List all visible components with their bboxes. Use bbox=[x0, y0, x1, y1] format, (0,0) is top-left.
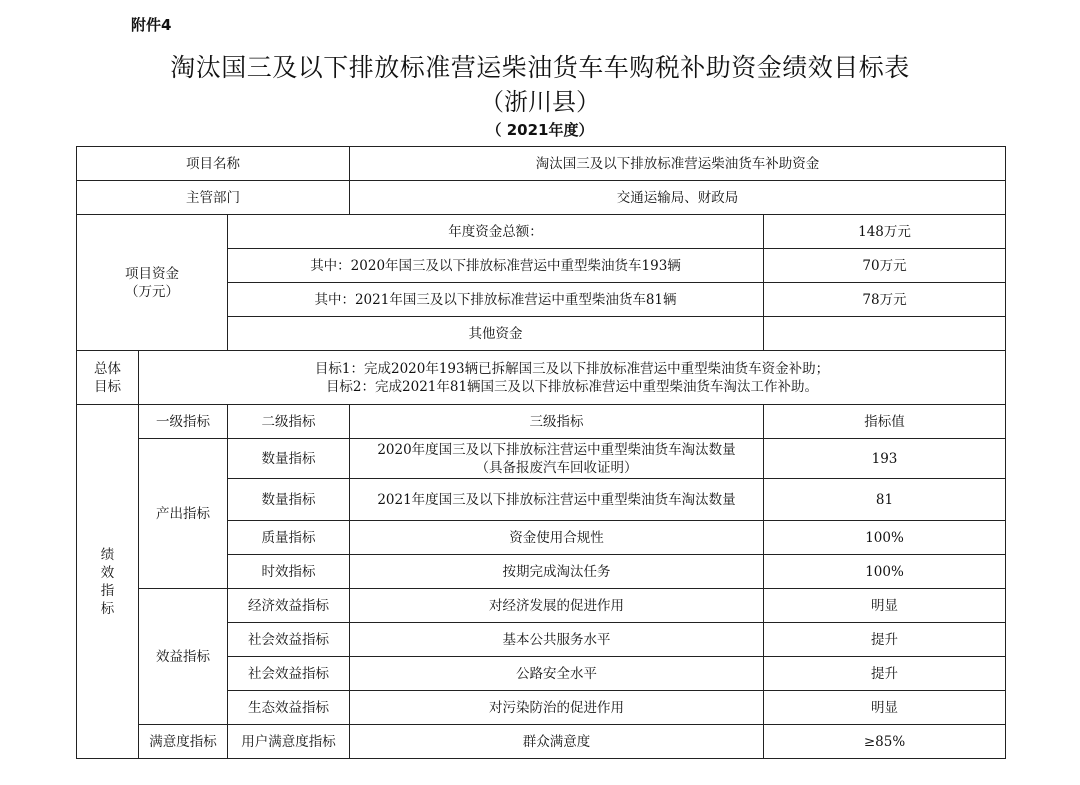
level2-cell: 数量指标 bbox=[228, 479, 350, 521]
overall-goal-content bbox=[139, 351, 1006, 405]
document-title: 淘汰国三及以下排放标准营运柴油货车车购税补助资金绩效目标表 bbox=[170, 53, 910, 82]
indicator-header-row bbox=[77, 405, 1006, 439]
value-cell: ≥85% bbox=[764, 725, 1006, 759]
county-subtitle: （浙川县） bbox=[480, 88, 600, 116]
value-cell: 193 bbox=[764, 439, 1006, 479]
department-row bbox=[77, 181, 1006, 215]
level2-cell: 质量指标 bbox=[228, 521, 350, 555]
level3-cell bbox=[350, 439, 764, 479]
funds-other-label: 其他资金 bbox=[228, 317, 764, 351]
level2-cell: 时效指标 bbox=[228, 555, 350, 589]
overall-goal-row bbox=[77, 351, 1006, 405]
overall-goal-label bbox=[77, 351, 139, 405]
header-level1: 一级指标 bbox=[139, 405, 228, 439]
project-name-row bbox=[77, 147, 1006, 181]
level2-cell: 社会效益指标 bbox=[228, 623, 350, 657]
value-cell: 明显 bbox=[764, 691, 1006, 725]
funds-other-amount bbox=[764, 317, 1006, 351]
level3-cell: 2021年度国三及以下排放标注营运中重型柴油货车淘汰数量 bbox=[350, 479, 764, 521]
perf-char: 绩 bbox=[100, 546, 115, 563]
level3-cell: 对经济发展的促进作用 bbox=[350, 589, 764, 623]
funds-label-text: 项目资金 bbox=[125, 265, 179, 282]
attachment-label: 附件4 bbox=[131, 16, 172, 34]
year-label: （ 2021年度） bbox=[486, 121, 594, 139]
performance-target-table bbox=[76, 146, 1006, 759]
level3-cell: 基本公共服务水平 bbox=[350, 623, 764, 657]
level3-cell: 对污染防治的促进作用 bbox=[350, 691, 764, 725]
funds-2020-label: 其中：2020年国三及以下排放标准营运中重型柴油货车193辆 bbox=[228, 249, 764, 283]
level2-cell: 经济效益指标 bbox=[228, 589, 350, 623]
level3-cell: 资金使用合规性 bbox=[350, 521, 764, 555]
level3-cell: 公路安全水平 bbox=[350, 657, 764, 691]
perf-char: 标 bbox=[100, 600, 115, 617]
value-cell: 100% bbox=[764, 555, 1006, 589]
funds-unit: （万元） bbox=[125, 283, 179, 300]
overall-goal-label-line2: 目标 bbox=[94, 378, 121, 395]
funds-row bbox=[77, 215, 1006, 249]
department-label: 主管部门 bbox=[77, 181, 350, 215]
funds-total-label: 年度资金总额： bbox=[228, 215, 764, 249]
benefit-indicator-label: 效益指标 bbox=[139, 589, 228, 725]
funds-label bbox=[77, 215, 228, 351]
header-level3: 三级指标 bbox=[350, 405, 764, 439]
level2-cell: 社会效益指标 bbox=[228, 657, 350, 691]
performance-indicator-label bbox=[77, 405, 139, 759]
value-cell: 提升 bbox=[764, 623, 1006, 657]
level3-line1: 2020年度国三及以下排放标注营运中重型柴油货车淘汰数量 bbox=[377, 441, 736, 458]
value-cell: 提升 bbox=[764, 657, 1006, 691]
value-cell: 明显 bbox=[764, 589, 1006, 623]
output-indicator-label: 产出指标 bbox=[139, 439, 228, 589]
goal-1: 目标1：完成2020年193辆已拆解国三及以下排放标准营运中重型柴油货车资金补助； bbox=[314, 360, 830, 377]
satisfaction-indicator-label: 满意度指标 bbox=[139, 725, 228, 759]
perf-char: 指 bbox=[100, 582, 115, 599]
level2-cell: 生态效益指标 bbox=[228, 691, 350, 725]
level2-cell: 数量指标 bbox=[228, 439, 350, 479]
goal-2: 目标2：完成2021年81辆国三及以下排放标准营运中重型柴油货车淘汰工作补助。 bbox=[325, 378, 819, 395]
level3-cell: 群众满意度 bbox=[350, 725, 764, 759]
header-level2: 二级指标 bbox=[228, 405, 350, 439]
funds-2020-amount: 70万元 bbox=[764, 249, 1006, 283]
funds-2021-amount: 78万元 bbox=[764, 283, 1006, 317]
funds-2021-label: 其中：2021年国三及以下排放标准营运中重型柴油货车81辆 bbox=[228, 283, 764, 317]
perf-char: 效 bbox=[100, 564, 115, 581]
funds-total-amount: 148万元 bbox=[764, 215, 1006, 249]
level3-cell: 按期完成淘汰任务 bbox=[350, 555, 764, 589]
department-value: 交通运输局、财政局 bbox=[350, 181, 1006, 215]
indicator-row bbox=[77, 439, 1006, 479]
level3-line2: （具备报废汽车回收证明） bbox=[475, 459, 638, 476]
value-cell: 100% bbox=[764, 521, 1006, 555]
indicator-row bbox=[77, 725, 1006, 759]
overall-goal-label-line1: 总体 bbox=[94, 360, 121, 377]
project-name-value: 淘汰国三及以下排放标准营运柴油货车补助资金 bbox=[350, 147, 1006, 181]
value-cell: 81 bbox=[764, 479, 1006, 521]
indicator-row bbox=[77, 589, 1006, 623]
level2-cell: 用户满意度指标 bbox=[228, 725, 350, 759]
project-name-label: 项目名称 bbox=[77, 147, 350, 181]
header-value: 指标值 bbox=[764, 405, 1006, 439]
